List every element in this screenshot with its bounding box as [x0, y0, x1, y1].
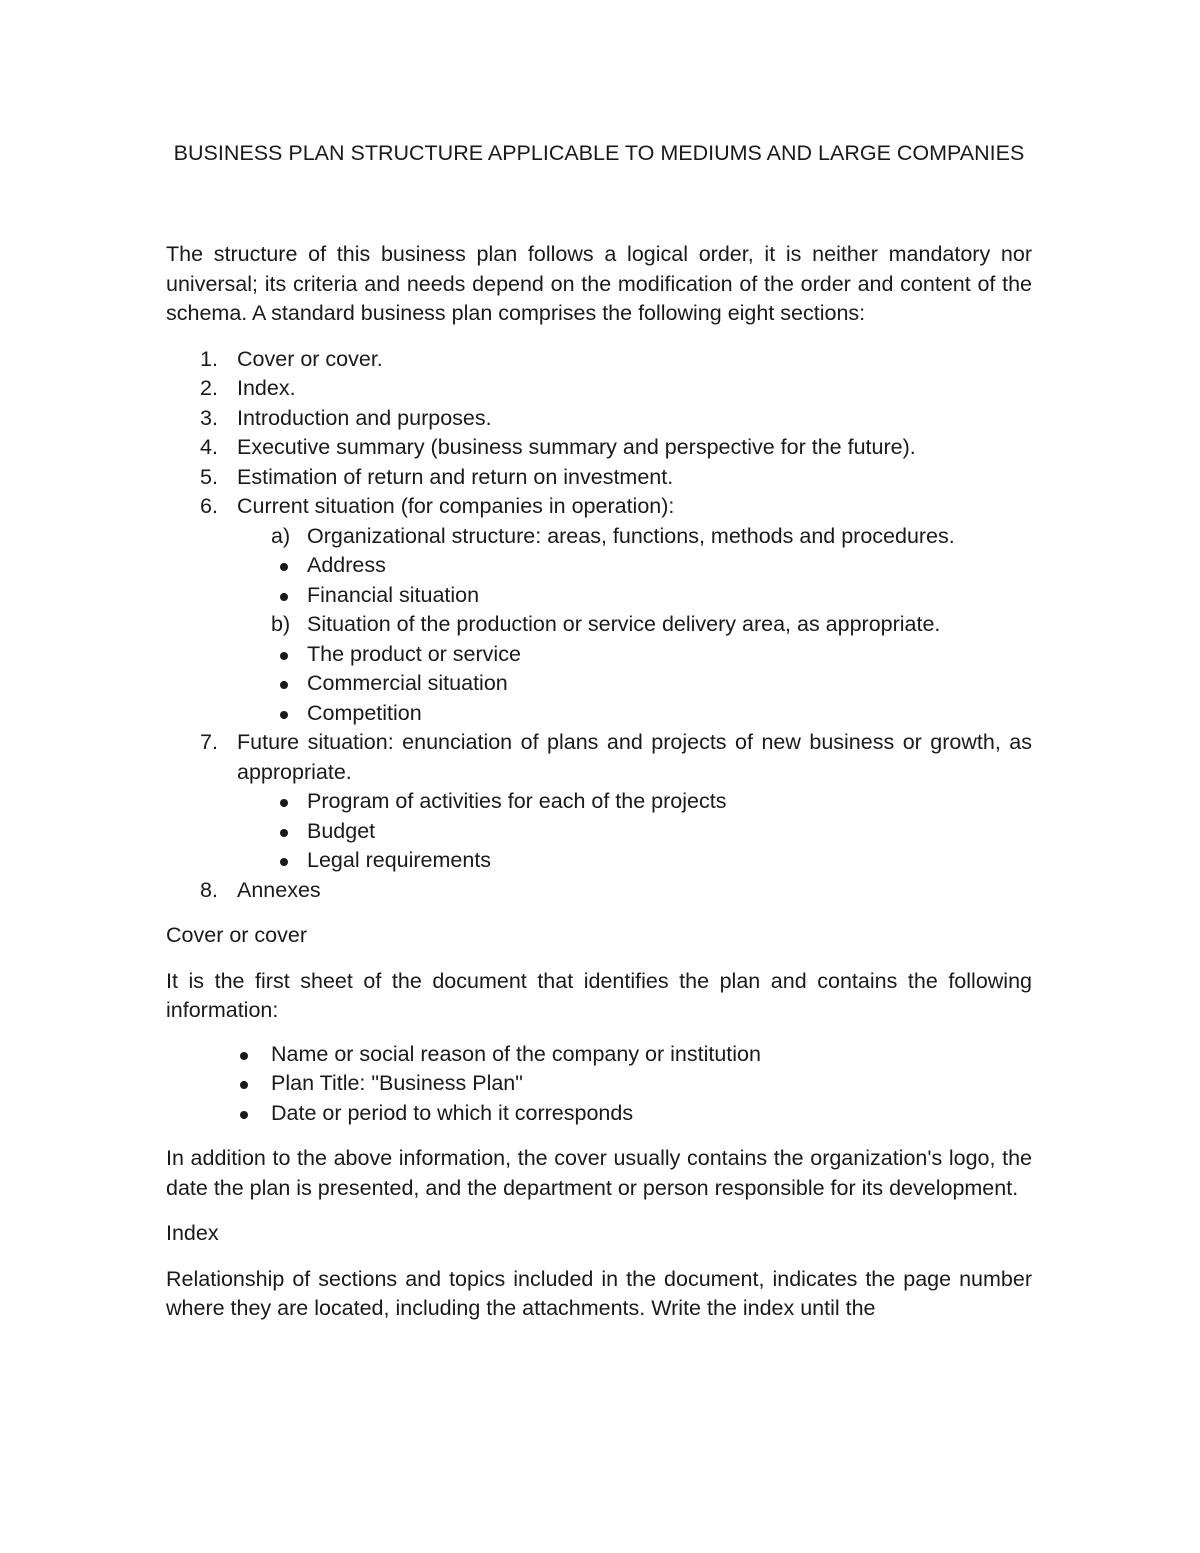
list-number: 7. — [200, 730, 218, 754]
list-item-text: Estimation of return and return on investment. — [237, 464, 674, 489]
section-heading-cover: Cover or cover — [166, 923, 307, 947]
bullet-text: Program of activities for each of the projects — [307, 789, 727, 813]
cover-paragraph-2: In addition to the above information, the cover usually contains the organization's logo, the date the plan is presented, and the department or person responsible for its development. — [166, 1146, 1032, 1200]
bullet-icon — [240, 1081, 248, 1089]
bullet-text: The product or service — [307, 641, 521, 666]
bullet-icon — [280, 681, 288, 689]
list-number: 3. — [200, 405, 218, 430]
bullet-item — [166, 551, 1032, 581]
list-item — [166, 374, 1032, 404]
sub-list-item — [166, 610, 1032, 640]
bullet-text: Competition — [307, 700, 422, 725]
bullet-text: Plan Title: "Business Plan" — [271, 1071, 523, 1095]
cover-paragraph: It is the first sheet of the document that identifies the plan and contains the following information: — [166, 968, 1032, 1022]
sub-list-item-text: Situation of the production or service delivery area, as appropriate. — [307, 612, 941, 636]
list-item — [166, 492, 1032, 522]
bullet-text: Financial situation — [307, 582, 480, 607]
list-number: 2. — [200, 376, 218, 400]
list-item — [166, 728, 1032, 787]
list-number: 8. — [200, 877, 218, 902]
intro-paragraph: The structure of this business plan follows a logical order, it is neither mandatory nor universal; its criteria and needs depend on the modification of the order and content of the schema. A standard business plan comprises the following eight sections: — [166, 242, 1032, 325]
bullet-icon — [240, 1052, 248, 1060]
section-heading-index: Index — [166, 1221, 219, 1245]
bullet-text: Legal requirements — [307, 848, 492, 872]
bullet-item — [166, 1069, 1032, 1099]
bullet-icon — [280, 829, 288, 837]
bullet-icon — [280, 799, 288, 807]
list-item-text: Annexes — [237, 877, 321, 902]
bullet-item — [166, 787, 1032, 817]
list-number: 5. — [200, 464, 218, 489]
bullet-text: Budget — [307, 818, 376, 843]
bullet-text: Name or social reason of the company or institution — [271, 1041, 761, 1066]
bullet-icon — [280, 858, 288, 866]
bullet-item — [166, 581, 1032, 611]
bullet-text: Commercial situation — [307, 671, 508, 695]
bullet-icon — [280, 593, 288, 601]
bullet-icon — [240, 1111, 248, 1119]
list-item-text: Introduction and purposes. — [237, 405, 492, 430]
sub-list-item — [166, 522, 1032, 552]
list-item — [166, 433, 1032, 463]
list-item — [166, 876, 1032, 906]
list-item-text: Executive summary (business summary and perspective for the future). — [237, 435, 916, 459]
list-number: 4. — [200, 435, 218, 459]
bullet-item — [166, 817, 1032, 847]
sub-list-marker: b) — [271, 612, 291, 636]
list-item-text: Index. — [237, 376, 296, 400]
sections-list — [166, 345, 1032, 906]
bullet-text: Date or period to which it corresponds — [271, 1100, 634, 1125]
cover-bullet-list — [166, 1040, 1032, 1129]
list-number: 6. — [200, 494, 218, 518]
index-paragraph: Relationship of sections and topics included in the document, indicates the page number where they are located, including the attachments. Write the index until the — [166, 1266, 1032, 1320]
bullet-item — [166, 846, 1032, 876]
list-item — [166, 463, 1032, 493]
bullet-item — [166, 1040, 1032, 1070]
list-item-text: Current situation (for companies in operation): — [237, 494, 675, 518]
list-number: 1. — [200, 346, 218, 371]
document-content — [166, 138, 1032, 1324]
bullet-item — [166, 1099, 1032, 1129]
list-item-text: Future situation: enunciation of plans and projects of new business or growth, as appropriate. — [237, 730, 1032, 784]
list-item — [166, 345, 1032, 375]
sub-list-marker: a) — [271, 523, 291, 548]
bullet-item — [166, 669, 1032, 699]
bullet-icon — [280, 563, 288, 571]
bullet-text: Address — [307, 553, 386, 577]
bullet-icon — [280, 711, 288, 719]
list-item-text: Cover or cover. — [237, 346, 383, 371]
list-item — [166, 404, 1032, 434]
bullet-item — [166, 640, 1032, 670]
bullet-icon — [280, 652, 288, 660]
sub-list-item-text: Organizational structure: areas, functions, methods and procedures. — [307, 523, 955, 548]
document-title: BUSINESS PLAN STRUCTURE APPLICABLE TO MEDIUMS AND LARGE COMPANIES — [173, 141, 1025, 165]
bullet-item — [166, 699, 1032, 729]
